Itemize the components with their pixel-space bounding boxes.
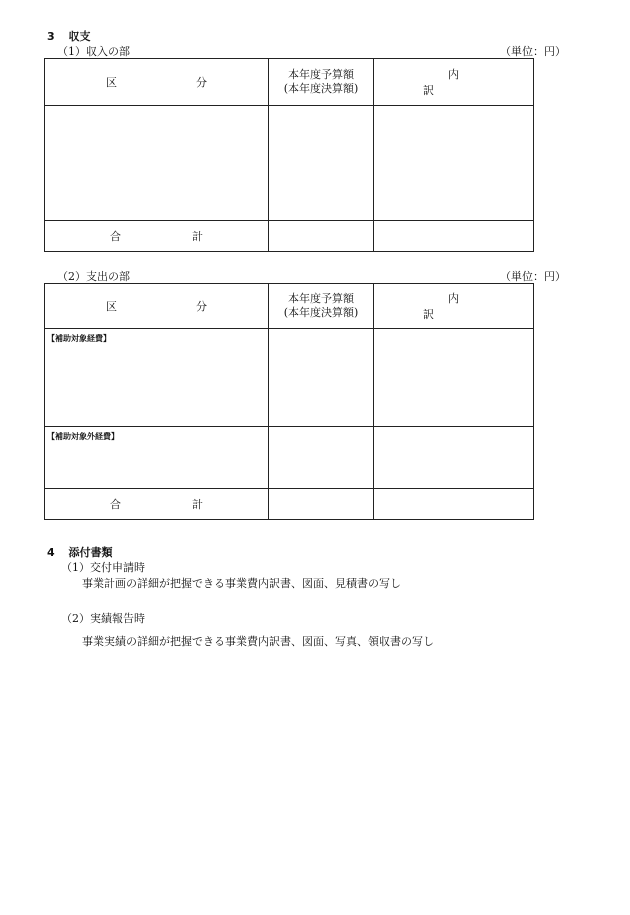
section-4-title: 添付書類 xyxy=(68,546,113,559)
attachment-item-1-heading: （1）交付申請時 xyxy=(61,561,145,574)
expense-non-subsidized-breakdown-cell[interactable] xyxy=(374,427,534,489)
income-body-budget-cell[interactable] xyxy=(269,106,374,221)
income-body-category-cell[interactable] xyxy=(45,106,269,221)
attachment-item-2-heading: （2）実績報告時 xyxy=(61,612,145,625)
expense-col-budget xyxy=(269,284,374,329)
expense-subsidized-budget-cell[interactable] xyxy=(269,329,374,427)
income-header-row xyxy=(45,59,534,106)
expense-total-row xyxy=(45,489,534,520)
section-4-heading xyxy=(47,544,113,560)
income-col-breakdown: 内 訳 xyxy=(374,59,534,106)
expense-col-budget-line2: (本年度決算額) xyxy=(283,306,359,319)
attachment-item-1-text: 事業計画の詳細が把握できる事業費内訳書、図面、見積書の写し xyxy=(82,577,401,590)
expense-subsidized-row xyxy=(45,329,534,427)
section-3-number: 3 xyxy=(47,30,55,43)
expense-total-breakdown-cell[interactable] xyxy=(374,489,534,520)
expense-header-row xyxy=(45,284,534,329)
non-subsidized-label: 【補助対象外経費】 xyxy=(47,432,119,441)
expense-total-label: 合 計 xyxy=(45,489,269,520)
expense-total-budget-cell[interactable] xyxy=(269,489,374,520)
expense-col-category: 区 分 xyxy=(45,284,269,329)
income-heading: （1）収入の部 xyxy=(57,45,130,58)
expense-subsidized-breakdown-cell[interactable] xyxy=(374,329,534,427)
section-4-number: 4 xyxy=(47,546,55,559)
subsidized-label: 【補助対象経費】 xyxy=(47,334,111,343)
section-3-heading xyxy=(47,28,91,44)
expense-col-breakdown: 内 訳 xyxy=(374,284,534,329)
income-col-budget-line1: 本年度予算額 xyxy=(288,68,354,81)
income-unit: （単位：円） xyxy=(500,45,566,58)
income-total-breakdown-cell[interactable] xyxy=(374,221,534,252)
expense-col-budget-line1: 本年度予算額 xyxy=(288,292,354,305)
expense-non-subsidized-budget-cell[interactable] xyxy=(269,427,374,489)
income-total-budget-cell[interactable] xyxy=(269,221,374,252)
income-col-budget-line2: (本年度決算額) xyxy=(283,82,359,95)
attachment-item-2-text: 事業実績の詳細が把握できる事業費内訳書、図面、写真、領収書の写し xyxy=(82,635,434,648)
income-total-label: 合 計 xyxy=(45,221,269,252)
income-col-category: 区 分 xyxy=(45,59,269,106)
income-table xyxy=(44,58,570,252)
expense-non-subsidized-cell[interactable] xyxy=(45,427,269,489)
expense-heading: （2）支出の部 xyxy=(57,270,130,283)
income-total-row xyxy=(45,221,534,252)
expense-unit: （単位：円） xyxy=(500,270,566,283)
section-3-title: 収支 xyxy=(68,30,91,43)
expense-table xyxy=(44,283,570,520)
income-col-budget xyxy=(269,59,374,106)
expense-non-subsidized-row xyxy=(45,427,534,489)
expense-subsidized-cell[interactable] xyxy=(45,329,269,427)
income-body-row xyxy=(45,106,534,221)
income-body-breakdown-cell[interactable] xyxy=(374,106,534,221)
